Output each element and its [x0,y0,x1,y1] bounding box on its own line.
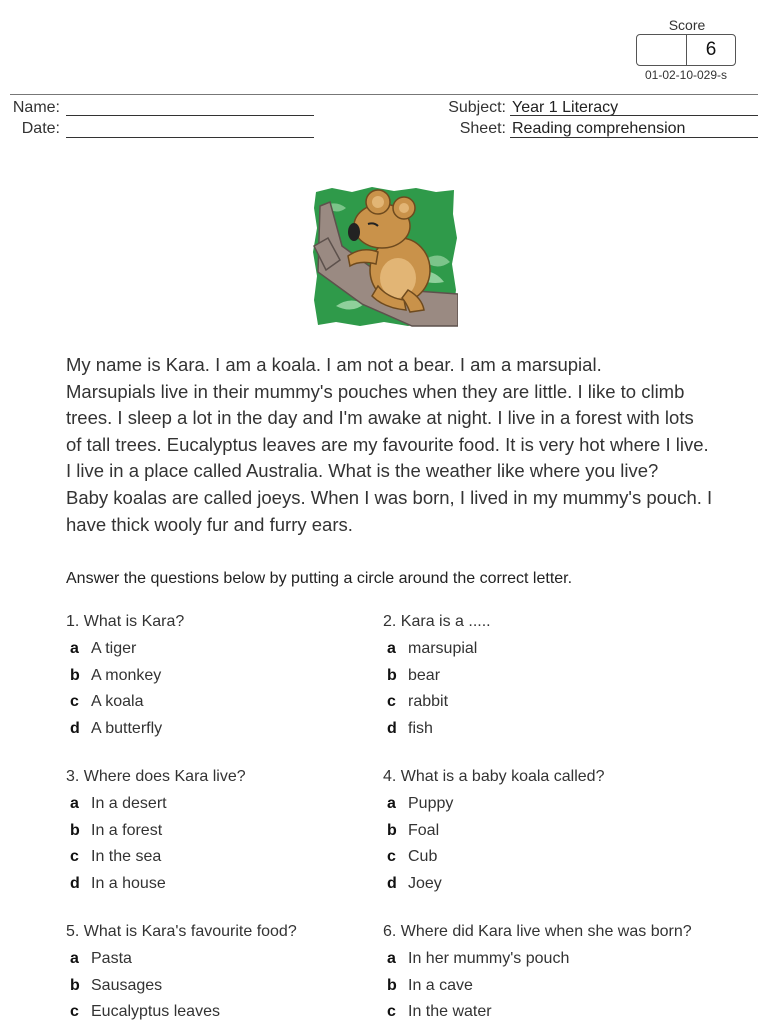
question-3 [66,767,386,901]
option-b[interactable] [383,666,703,693]
koala-picture [312,186,458,328]
question-4 [383,767,703,901]
option-letter[interactable]: c [387,1003,396,1021]
option-c[interactable] [66,1002,386,1029]
option-letter[interactable]: c [70,693,79,711]
story-line: My name is Kara. I am a koala. I am not a bear. I am a marsupial. [66,354,602,375]
option-text: Eucalyptus leaves [91,1003,220,1021]
option-letter[interactable]: a [70,640,79,657]
story-line: Marsupials live in their mummy's pouches when they are little. I like to climb [66,380,685,402]
option-letter[interactable]: d [70,720,80,738]
score-blank-cell [637,35,687,65]
option-letter[interactable]: d [387,720,397,738]
option-a[interactable] [383,639,703,666]
option-d[interactable] [66,719,386,746]
option-a[interactable] [66,794,386,821]
question-title: 6. Where did Kara live when she was born? [383,923,692,940]
date-label: Date: [21,120,60,137]
option-letter[interactable]: b [70,666,80,684]
option-text: A butterfly [91,720,163,738]
option-d[interactable] [383,719,703,746]
option-c[interactable] [383,692,703,719]
question-title: 2. Kara is a ..... [383,613,491,630]
option-letter[interactable]: b [387,976,397,994]
sheet-label: Sheet: [459,120,506,137]
subject-value: Year 1 Literacy [512,99,619,116]
option-c[interactable] [383,1002,703,1029]
option-letter[interactable]: b [387,666,397,684]
story-line: I live in a place called Australia. What is the weather like where you live? [66,460,659,482]
instructions: Answer the questions below by putting a circle around the correct letter. [66,570,573,587]
option-text: Sausages [91,976,163,994]
score-box [636,34,736,66]
option-text: bear [408,666,441,684]
option-letter[interactable]: c [387,693,396,711]
option-text: In the water [408,1003,492,1021]
date-line[interactable] [66,137,314,138]
sheet-value: Reading comprehension [512,120,686,137]
option-text: marsupial [408,640,478,657]
option-letter[interactable]: d [387,875,397,893]
option-text: In a house [91,875,166,893]
story-line: trees. I sleep a lot in the day and I'm awake at night. I live in a forest with lots [66,407,694,429]
name-line[interactable] [66,115,314,116]
story-text [66,352,716,538]
option-d[interactable] [66,874,386,901]
option-text: A monkey [91,666,162,684]
option-b[interactable] [66,821,386,848]
option-text: In a desert [91,795,167,812]
option-text: A koala [91,693,144,711]
option-a[interactable] [66,639,386,666]
option-d[interactable] [383,874,703,901]
option-b[interactable] [383,821,703,848]
option-text: Pasta [91,950,132,967]
question-title: 4. What is a baby koala called? [383,768,605,785]
option-text: rabbit [408,693,449,711]
question-6 [383,922,703,1029]
story-line: Baby koalas are called joeys. When I was born, I lived in my mummy's pouch. I [66,486,713,508]
sheet-code: 01-02-10-029-s [644,68,728,82]
score-label: Score [668,17,706,33]
option-c[interactable] [66,847,386,874]
question-title: 1. What is Kara? [66,613,185,630]
option-letter[interactable]: d [70,875,80,893]
option-text: Puppy [408,795,454,812]
option-text: fish [408,720,433,738]
subject-line [510,115,758,116]
option-letter[interactable]: a [70,795,79,812]
question-title: 5. What is Kara's favourite food? [66,923,297,940]
option-c[interactable] [66,692,386,719]
option-text: Joey [408,875,442,893]
story-line: have thick wooly fur and furry ears. [66,513,353,535]
option-letter[interactable]: b [70,821,80,839]
option-text: In a cave [408,976,473,994]
option-letter[interactable]: c [387,848,396,866]
option-a[interactable] [383,794,703,821]
option-c[interactable] [383,847,703,874]
option-b[interactable] [66,666,386,693]
option-b[interactable] [66,976,386,1003]
option-text: In a forest [91,821,163,839]
question-5 [66,922,386,1029]
option-text: In the sea [91,848,162,866]
header-divider [10,94,758,95]
subject-label: Subject: [448,99,506,116]
option-text: In her mummy's pouch [408,950,570,967]
option-text: Cub [408,848,438,866]
option-letter[interactable]: c [70,848,79,866]
option-letter[interactable]: b [387,821,397,839]
option-letter[interactable]: b [70,976,80,994]
story-line: of tall trees. Eucalyptus leaves are my favourite food. It is very hot where I live. [66,433,709,455]
option-letter[interactable]: a [387,950,396,967]
option-b[interactable] [383,976,703,1003]
question-2 [383,612,703,746]
option-a[interactable] [383,949,703,976]
koala-icon [312,186,458,328]
option-text: A tiger [91,640,137,657]
option-letter[interactable]: a [70,950,79,967]
option-letter[interactable]: c [70,1003,79,1021]
option-letter[interactable]: a [387,795,396,812]
option-a[interactable] [66,949,386,976]
question-title: 3. Where does Kara live? [66,768,246,785]
option-text: Foal [408,821,440,839]
sheet-line [510,137,758,138]
question-1 [66,612,386,746]
score-value: 6 [705,39,717,60]
option-letter[interactable]: a [387,640,396,657]
name-label: Name: [12,99,60,116]
